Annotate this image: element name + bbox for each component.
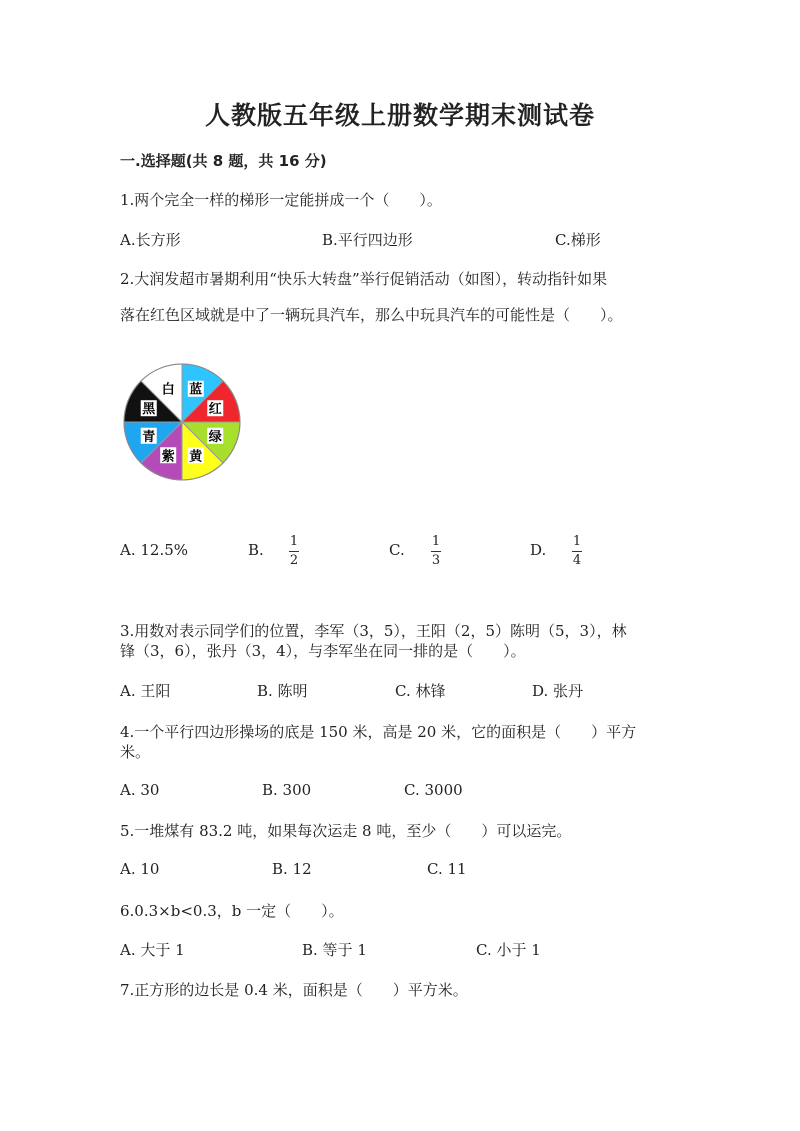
q6-option-b: B. 等于 1 [302,941,367,959]
question-6: 6.0.3×b<0.3，b 一定（ ）。 [120,902,344,920]
question-4-line-2: 米。 [120,743,151,761]
wheel-label: 红 [208,402,222,418]
question-2-line-1: 2.大润发超市暑期利用“快乐大转盘”举行促销活动（如图），转动指针如果 [120,270,608,288]
wheel-label: 绿 [208,429,222,445]
question-2-line-2: 落在红色区域就是中了一辆玩具汽车，那么中玩具汽车的可能性是（ ）。 [120,306,623,324]
question-1: 1.两个完全一样的梯形一定能拼成一个（ ）。 [120,191,442,209]
section-heading: 一.选择题(共 8 题，共 16 分) [120,152,327,170]
fraction-bar [572,551,582,552]
q2-option-c-fraction [431,535,441,568]
q3-option-b: B. 陈明 [257,682,308,700]
question-7: 7.正方形的边长是 0.4 米，面积是（ ）平方米。 [120,981,468,999]
question-4-line-1: 4.一个平行四边形操场的底是 150 米，高是 20 米，它的面积是（ ）平方 [120,723,637,741]
fraction-denominator: 2 [289,553,299,568]
q5-option-c: C. 11 [427,860,467,878]
q2-option-d-letter: D. [530,541,547,559]
q6-option-a: A. 大于 1 [120,941,185,959]
q2-option-b-fraction [289,535,299,568]
q2-option-d-fraction [572,535,582,568]
q1-option-b: B.平行四边形 [322,231,413,249]
page-title: 人教版五年级上册数学期末测试卷 [204,101,595,130]
q1-option-c: C.梯形 [555,231,601,249]
fraction-bar [289,551,299,552]
q3-option-a: A. 王阳 [120,682,171,700]
fraction-numerator: 1 [431,534,441,549]
q6-option-c: C. 小于 1 [476,941,541,959]
question-3-line-1: 3.用数对表示同学们的位置，李军（3，5），王阳（2，5）陈明（5，3），林 [120,622,627,640]
q4-option-c: C. 3000 [404,781,463,799]
fraction-denominator: 4 [572,553,582,568]
question-3-line-2: 锋（3，6），张丹（3，4），与李军坐在同一排的是（ ）。 [120,642,526,660]
q4-option-a: A. 30 [120,781,160,799]
q1-option-a: A.长方形 [120,231,181,249]
q5-option-b: B. 12 [272,860,312,878]
fraction-numerator: 1 [289,534,299,549]
wheel-label: 青 [142,429,156,445]
fraction-denominator: 3 [431,553,441,568]
question-5: 5.一堆煤有 83.2 吨，如果每次运走 8 吨，至少（ ）可以运完。 [120,822,572,840]
wheel-label: 黑 [142,402,156,418]
wheel-label: 白 [161,382,175,398]
fraction-numerator: 1 [572,534,582,549]
q3-option-c: C. 林锋 [395,682,446,700]
q2-option-c-letter: C. [389,541,405,559]
wheel-label: 蓝 [189,382,203,398]
q5-option-a: A. 10 [120,860,160,878]
prize-wheel [120,360,244,484]
q3-option-d: D. 张丹 [532,682,584,700]
q2-option-b-letter: B. [248,541,264,559]
wheel-label: 紫 [161,449,175,465]
fraction-bar [431,551,441,552]
q4-option-b: B. 300 [262,781,312,799]
wheel-label: 黄 [189,449,203,465]
q2-option-a: A. 12.5% [120,541,189,559]
